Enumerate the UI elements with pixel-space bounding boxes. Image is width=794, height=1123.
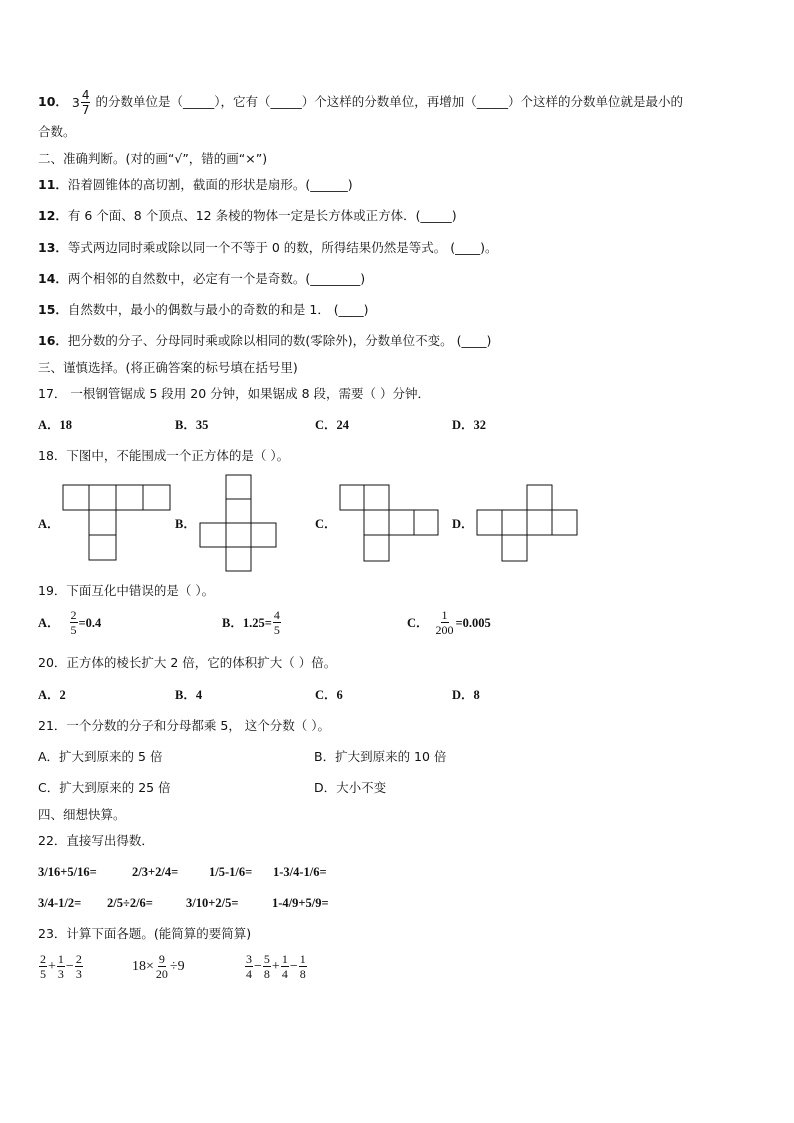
calc-item: 1-4/9+5/9= (272, 896, 329, 910)
option-value: =0.4 (78, 615, 102, 630)
option-a-label: A． (38, 517, 60, 531)
option-b-label: B． (175, 517, 196, 531)
question-text: 有 6 个面、8 个顶点、12 条棱的物体一定是长方体或正方体．(_____) (67, 208, 457, 223)
fraction (263, 952, 271, 981)
fraction-denominator: 3 (75, 967, 82, 981)
expression-suffix: ÷9 (169, 958, 185, 974)
question-number: 15． (38, 302, 68, 317)
question-text: 等式两边同时乘或除以同一个不等于 0 的数，所得结果仍然是等式。 (____)。 (67, 240, 498, 255)
fraction-numerator: 2 (40, 952, 46, 966)
question-10-continuation: 合数。 (38, 124, 76, 139)
fraction (273, 608, 281, 637)
fraction-denominator: 4 (246, 967, 252, 981)
mixed-whole: 3 (71, 94, 80, 110)
q19-option-b (222, 608, 282, 637)
question-22: 22．直接写出得数． (38, 833, 154, 848)
mixed-number (72, 88, 92, 117)
cube-net-a (63, 485, 173, 561)
q19-option-a (38, 608, 101, 637)
fraction (57, 952, 65, 981)
calc-item: 2/3+2/4= (132, 865, 179, 879)
question-23: 23．计算下面各题。(能简算的要简算) (38, 926, 252, 941)
fraction-numerator: 1 (281, 952, 288, 966)
question-12 (38, 208, 457, 224)
question-20: 20．正方体的棱长扩大 2 倍，它的体积扩大（ ）倍。 (38, 655, 337, 670)
option-d: D．32 (452, 418, 487, 432)
fraction (81, 88, 91, 117)
option-d: D．大小不变 (314, 780, 387, 795)
operator: − (254, 958, 262, 974)
option-label: A． (38, 615, 60, 630)
question-15 (38, 302, 369, 318)
question-18: 18．下图中，不能围成一个正方体的是（ ）。 (38, 448, 290, 463)
option-a: A．扩大到原来的 5 倍 (38, 749, 163, 764)
option-value: =0.005 (455, 615, 491, 630)
fraction-denominator: 4 (281, 967, 288, 981)
question-text: 自然数中，最小的偶数与最小的奇数的和是 1． (____) (67, 302, 369, 317)
option-label: C． (407, 615, 429, 630)
question-19: 19．下面互化中错误的是（ ）。 (38, 583, 215, 598)
operator: − (289, 958, 298, 974)
fraction-denominator: 5 (40, 967, 46, 981)
question-number: 14． (38, 271, 68, 286)
question-number: 13． (38, 240, 68, 255)
fraction-numerator: 3 (246, 952, 252, 966)
calc-item: 3/4-1/2= (38, 896, 82, 910)
question-21: 21．一个分数的分子和分母都乘 5， 这个分数（ ）。 (38, 718, 331, 733)
option-c: C．24 (315, 418, 350, 432)
fraction-numerator: 2 (70, 608, 77, 622)
q19-option-c (407, 608, 491, 637)
calc-item: 2/5÷2/6= (107, 896, 153, 910)
option-c: C．6 (315, 688, 343, 702)
question-11 (38, 177, 353, 193)
option-a: A．2 (38, 688, 66, 702)
expression-2 (132, 952, 185, 981)
section-heading-choice: 三、谨慎选择。(将正确答案的标号填在括号里) (38, 360, 298, 375)
question-number: 12． (38, 208, 68, 223)
fraction (245, 952, 253, 981)
fraction-numerator: 4 (273, 608, 280, 622)
cube-net-d (477, 485, 579, 563)
question-10 (38, 88, 683, 117)
operator: + (48, 958, 56, 974)
fraction-denominator: 8 (263, 967, 270, 981)
option-d-label: D． (452, 517, 474, 531)
question-16 (38, 333, 491, 349)
question-number: 10． (38, 94, 68, 109)
fraction-denominator: 200 (435, 623, 454, 637)
calc-item: 1/5-1/6= (209, 865, 253, 879)
fraction-numerator: 2 (75, 952, 82, 966)
option-b: B．扩大到原来的 10 倍 (314, 749, 447, 764)
expression-1 (38, 952, 84, 981)
fraction-denominator: 8 (299, 967, 306, 981)
fraction-numerator: 1 (299, 952, 306, 966)
operator: − (65, 958, 74, 974)
fraction (435, 608, 455, 637)
calc-item: 3/16+5/16= (38, 865, 97, 879)
section-heading-judge: 二、准确判断。(对的画“√”，错的画“×”) (38, 151, 268, 166)
fraction-numerator: 4 (81, 88, 90, 102)
question-text: 两个相邻的自然数中，必定有一个是奇数。(________) (67, 271, 366, 286)
question-text: 的分数单位是（_____），它有（_____）个这样的分数单位，再增加（_____）个这样的分数单位就是最小的 (95, 94, 683, 109)
fraction (39, 952, 47, 981)
option-a: A．18 (38, 418, 73, 432)
cube-net-c (340, 485, 440, 563)
question-17: 17． 一根钢管锯成 5 段用 20 分钟，如果锯成 8 段，需要（ ）分钟． (38, 386, 431, 401)
option-b: B．35 (175, 418, 209, 432)
fraction-denominator: 3 (57, 967, 64, 981)
fraction-numerator: 9 (158, 952, 165, 966)
fraction (75, 952, 83, 981)
calc-item: 3/10+2/5= (186, 896, 239, 910)
question-13 (38, 240, 498, 256)
expression-prefix: 18× (132, 958, 154, 974)
cube-net-b (200, 475, 278, 573)
option-c: C．扩大到原来的 25 倍 (38, 780, 171, 795)
calc-item: 1-3/4-1/6= (273, 865, 327, 879)
question-number: 11． (38, 177, 68, 192)
operator: + (271, 958, 280, 974)
option-b: B．4 (175, 688, 203, 702)
fraction-denominator: 5 (273, 623, 280, 637)
fraction-numerator: 5 (263, 952, 270, 966)
question-number: 16． (38, 333, 68, 348)
option-label: B．1.25= (222, 615, 272, 630)
option-c-label: C． (315, 517, 337, 531)
fraction-denominator: 5 (70, 623, 77, 637)
fraction (155, 952, 169, 981)
fraction-denominator: 7 (81, 103, 90, 117)
fraction-numerator: 1 (441, 608, 448, 622)
section-heading-calc: 四、细想快算。 (38, 807, 126, 822)
question-14 (38, 271, 365, 287)
question-text: 把分数的分子、分母同时乘或除以相同的数(零除外)，分数单位不变。 (____) (67, 333, 492, 348)
option-d: D．8 (452, 688, 480, 702)
fraction (299, 952, 307, 981)
expression-3 (244, 952, 308, 981)
fraction-denominator: 20 (155, 967, 168, 981)
fraction (70, 608, 78, 637)
fraction (281, 952, 289, 981)
fraction-numerator: 1 (57, 952, 64, 966)
question-text: 沿着圆锥体的高切割，截面的形状是扇形。(______) (67, 177, 353, 192)
